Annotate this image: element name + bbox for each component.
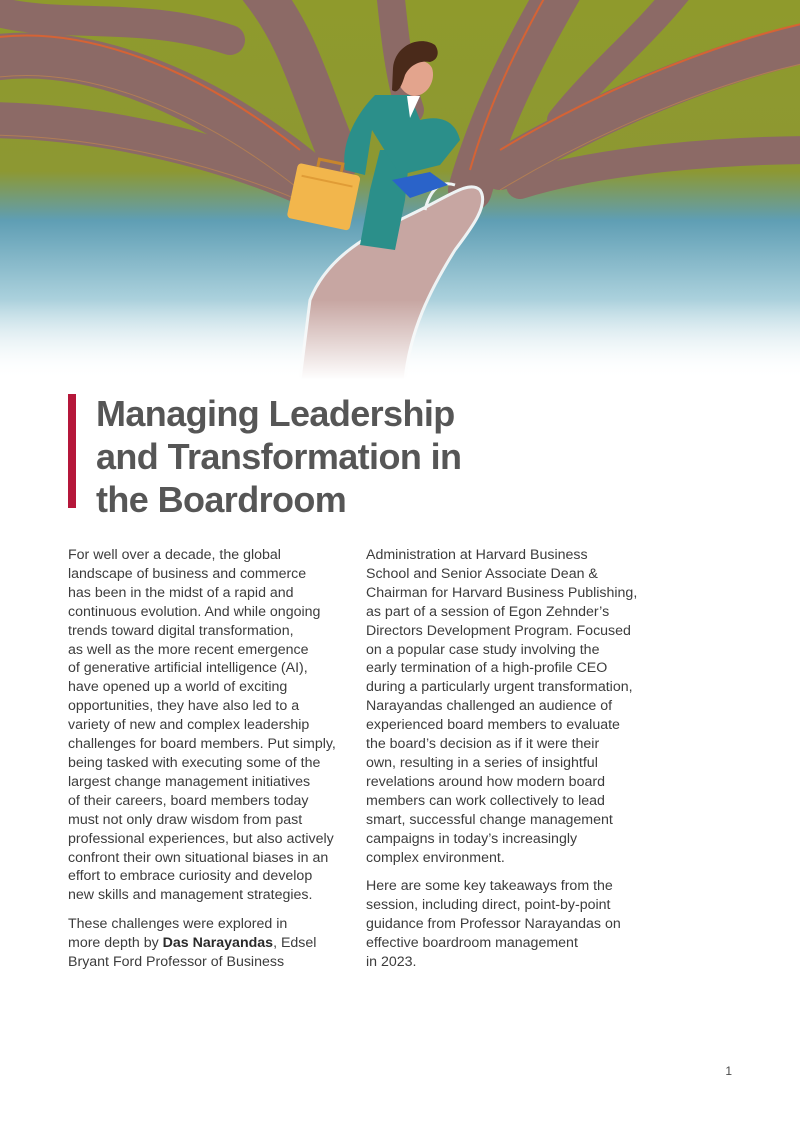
left-column — [68, 546, 360, 982]
author-name: Das Narayandas — [162, 935, 274, 952]
title-block — [68, 392, 528, 521]
woman-climbing-tree-icon — [0, 0, 800, 380]
title-accent-bar — [68, 394, 76, 508]
left-paragraph-2 — [68, 915, 360, 972]
right-paragraph-2: Here are some key takeaways from the session, including direct, point-by-point guidance from Professor Narayandas on effective boardroom management in 2023. — [366, 878, 621, 971]
para2-rest: , Edsel Bryant Ford Professor of Business — [68, 935, 317, 971]
para2-intro: These challenges were explored in more depth by — [68, 916, 288, 952]
hero-illustration — [0, 0, 800, 380]
page-number: 1 — [725, 1064, 732, 1078]
right-column — [366, 546, 666, 982]
left-paragraph-1: For well over a decade, the global landscape of business and commerce has been in the midst of a rapid and continuous evolution. And while ongoing trends toward digital transformation, as well as the more recent emergence of generative artificial intelligence (AI), have opened up a world of exciting opportunities, they have also led to a variety of new and complex leadership challenges for board members. Put simply, being tasked with executing some of the largest change management initiatives of their careers, board members today must not only draw wisdom from past professional experiences, but also actively confront their own situational biases in an effort to embrace curiosity and develop new skills and management strategies. — [68, 547, 336, 904]
page-title: Managing Leadership and Transformation in the Boardroom — [96, 393, 462, 520]
right-paragraph-1: Administration at Harvard Business School and Senior Associate Dean & Chairman for Harvard Business Publishing, as part of a session of Egon Zehnder’s Directors Development Program. Focused on a popular case study involving the early termination of a high-profile CEO during a particularly urgent transformation, Narayandas challenged an audience of experienced board members to evaluate the board’s decision as if it were their own, resulting in a series of insightful revelations around how modern board members can work collectively to lead smart, successful change management campaigns in today’s increasingly complex environment. — [366, 547, 638, 866]
